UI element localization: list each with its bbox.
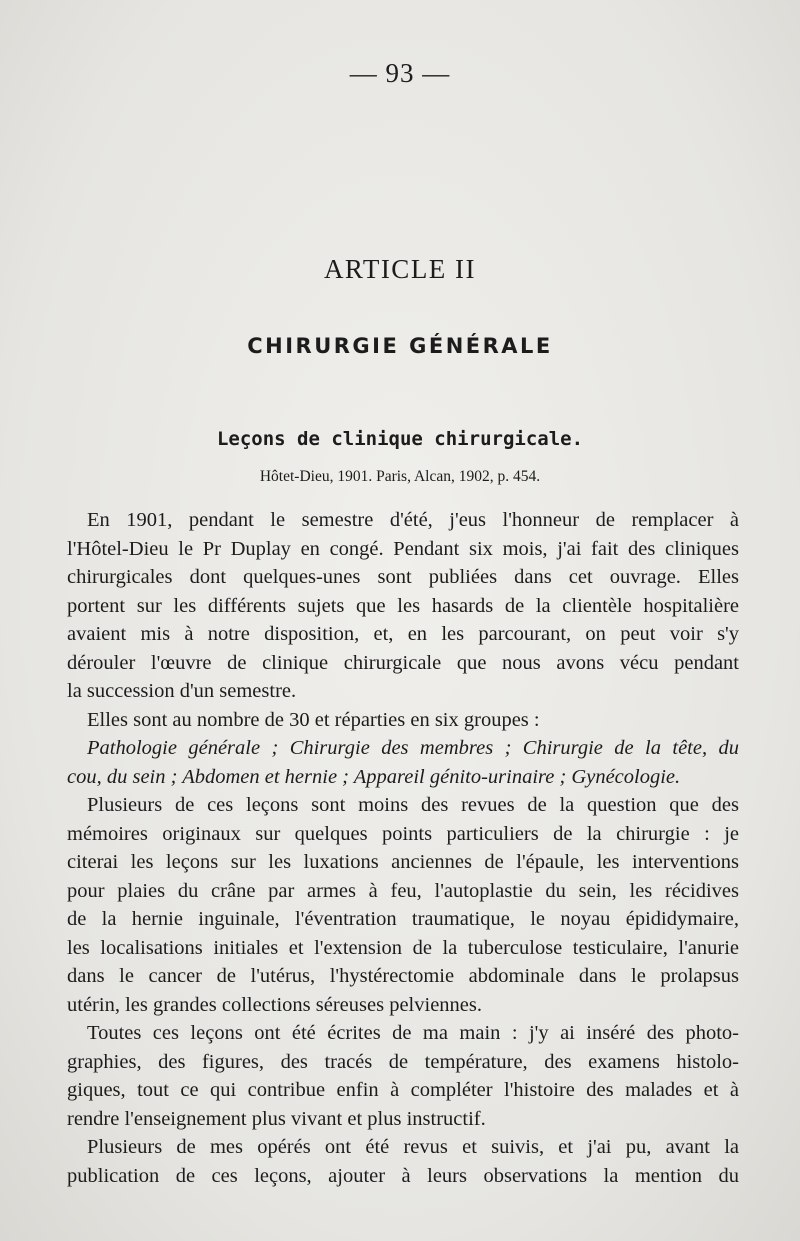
text-line: cou, du sein ; Abdomen et hernie ; Appareil génito-urinaire ; Gynécologie. xyxy=(67,765,681,788)
text-line: de la hernie inguinale, l'éventration traumatique, le noyau épididymaire, xyxy=(67,908,739,930)
text-line: Toutes ces leçons ont été écrites de ma main : j'y ai inséré des photo- xyxy=(87,1022,739,1044)
text-line: utérin, les grandes collections séreuses pelviennes. xyxy=(67,993,482,1016)
paragraph-4 xyxy=(67,791,739,1019)
paragraph-3-groups xyxy=(67,734,739,791)
text-line: avaient mis à notre disposition, et, en les parcourant, on peut voir s'y xyxy=(67,623,739,645)
paragraph-1 xyxy=(67,506,739,706)
text-line: publication de ces leçons, ajouter à leurs observations la mention du xyxy=(67,1164,739,1187)
text-line: la succession d'un semestre. xyxy=(67,680,297,702)
work-title: Leçons de clinique chirurgicale. xyxy=(216,428,584,450)
text-line: En 1901, pendant le semestre d'été, j'eus l'honneur de remplacer à xyxy=(87,509,739,531)
text-line: portent sur les différents sujets que les hasards de la clientèle hospitalière xyxy=(67,594,739,617)
text-line: citerai les leçons sur les luxations anciennes de l'épaule, les interventions xyxy=(67,851,739,873)
text-line: chirurgicales dont quelques-unes sont publiées dans cet ouvrage. Elles xyxy=(67,566,739,588)
page-number: — 93 — xyxy=(349,58,451,88)
text-line: Pathologie générale ; Chirurgie des membres ; Chirurgie de la tête, du xyxy=(87,737,739,759)
bibliographic-reference: Hôtet-Dieu, 1901. Paris, Alcan, 1902, p. 454. xyxy=(259,468,541,485)
section-heading: CHIRURGIE GÉNÉRALE xyxy=(247,334,553,358)
text-line: dérouler l'œuvre de clinique chirurgicale que nous avons vécu pendant xyxy=(67,651,739,674)
paragraph-6 xyxy=(67,1133,739,1190)
paragraph-5 xyxy=(67,1019,739,1133)
paragraph-2 xyxy=(67,706,739,735)
text-line: rendre l'enseignement plus vivant et plus instructif. xyxy=(67,1107,486,1130)
text-line: pour plaies du crâne par armes à feu, l'autoplastie du sein, les récidives xyxy=(67,879,739,902)
text-line: Elles sont au nombre de 30 et réparties en six groupes : xyxy=(87,708,540,731)
text-line: l'Hôtel-Dieu le Pr Duplay en congé. Pendant six mois, j'ai fait des cliniques xyxy=(67,537,739,560)
text-line: Plusieurs de mes opérés ont été revus et suivis, et j'ai pu, avant la xyxy=(87,1136,739,1158)
text-line: Plusieurs de ces leçons sont moins des revues de la question que des xyxy=(87,794,739,816)
text-line: les localisations initiales et l'extension de la tuberculose testiculaire, l'anurie xyxy=(67,936,739,959)
text-line: graphies, des figures, des tracés de température, des examens histolo- xyxy=(67,1050,739,1073)
article-heading: ARTICLE II xyxy=(323,254,477,284)
text-line: mémoires originaux sur quelques points particuliers de la chirurgie : je xyxy=(67,822,739,845)
body-text xyxy=(67,506,739,1190)
text-line: dans le cancer de l'utérus, l'hystérectomie abdominale dans le prolapsus xyxy=(67,965,739,987)
text-line: giques, tout ce qui contribue enfin à compléter l'histoire des malades et à xyxy=(67,1079,739,1101)
